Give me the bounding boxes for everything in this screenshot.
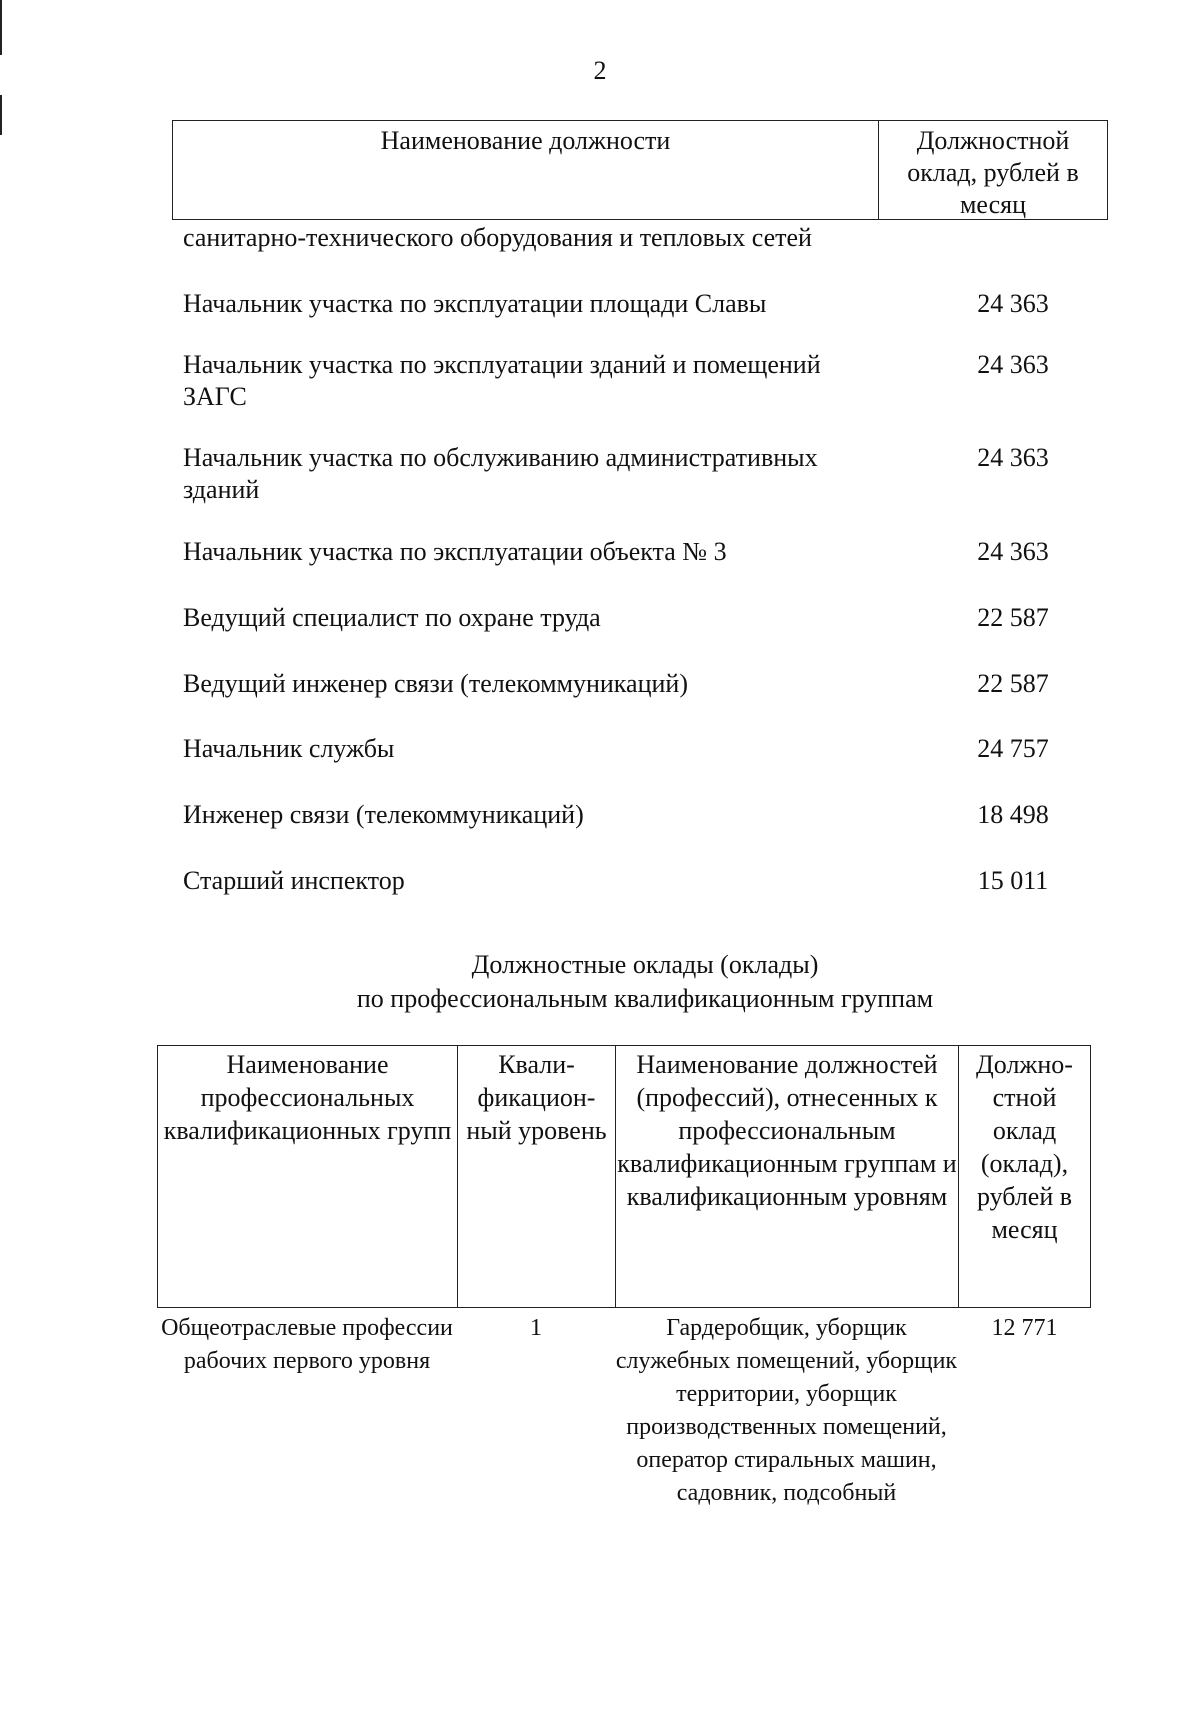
row-position-name: Инженер связи (телекоммуникаций) (183, 800, 584, 829)
row-salary: 24 363 (977, 443, 1049, 472)
row-salary: 12 771 (991, 1315, 1058, 1341)
table2-header-level: Квали- фикацион- ный уровень (458, 1046, 616, 1307)
row-position-name: Начальник участка по эксплуатации зданий и помещений ЗАГС (183, 350, 821, 411)
row-salary: 22 587 (977, 669, 1049, 698)
row-salary: 24 363 (977, 289, 1049, 318)
row-salary: 15 011 (977, 866, 1049, 895)
table1-header-salary: Должностной оклад, рублей в месяц (907, 126, 1079, 219)
page-number: 2 (593, 56, 607, 85)
row-position-name: Начальник участка по эксплуатации объекта № 3 (183, 537, 727, 566)
row-salary: 22 587 (977, 603, 1049, 632)
row-level: 1 (530, 1315, 542, 1341)
scan-edge-line-mid (0, 95, 2, 135)
table2-header (157, 1045, 1091, 1308)
row-position-name: Начальник участка по обслуживанию административных зданий (183, 443, 818, 504)
table2-header-salary: Должно- стной оклад (оклад), рублей в месяц (976, 1050, 1073, 1244)
row-position-name: санитарно-технического оборудования и тепловых сетей (183, 223, 812, 252)
row-salary: 24 363 (977, 350, 1049, 379)
row-position-name: Старший инспектор (183, 866, 405, 895)
table1-header (172, 120, 1108, 220)
row-positions: Гардеробщик, уборщик служебных помещений, уборщик территории, уборщик производственных помещений, оператор стиральных машин, садовник, подсобный (615, 1315, 958, 1506)
row-position-name: Начальник участка по эксплуатации площади Славы (183, 289, 767, 318)
row-group-name: Общеотраслевые профессии рабочих первого уровня (161, 1315, 453, 1374)
row-salary: 24 757 (977, 734, 1049, 763)
row-position-name: Ведущий инженер связи (телекоммуникаций) (183, 669, 688, 698)
row-position-name: Ведущий специалист по охране труда (183, 603, 601, 632)
section-title-line1: Должностные оклады (оклады) (471, 950, 819, 979)
section-title-line2: по профессиональным квалификационным группам (356, 984, 934, 1013)
row-salary: 24 363 (977, 537, 1049, 566)
table2-header-group: Наименование профессиональных квалификационных групп (158, 1046, 458, 1307)
table2-header-positions: Наименование должностей (профессий), отнесенных к профессиональным квалификационным группам и квалификационным уровням (616, 1046, 959, 1307)
row-position-name: Начальник службы (183, 734, 395, 763)
scan-edge-line-top (0, 0, 2, 55)
row-salary: 18 498 (977, 800, 1049, 829)
table1-header-name: Наименование должности (173, 121, 879, 219)
